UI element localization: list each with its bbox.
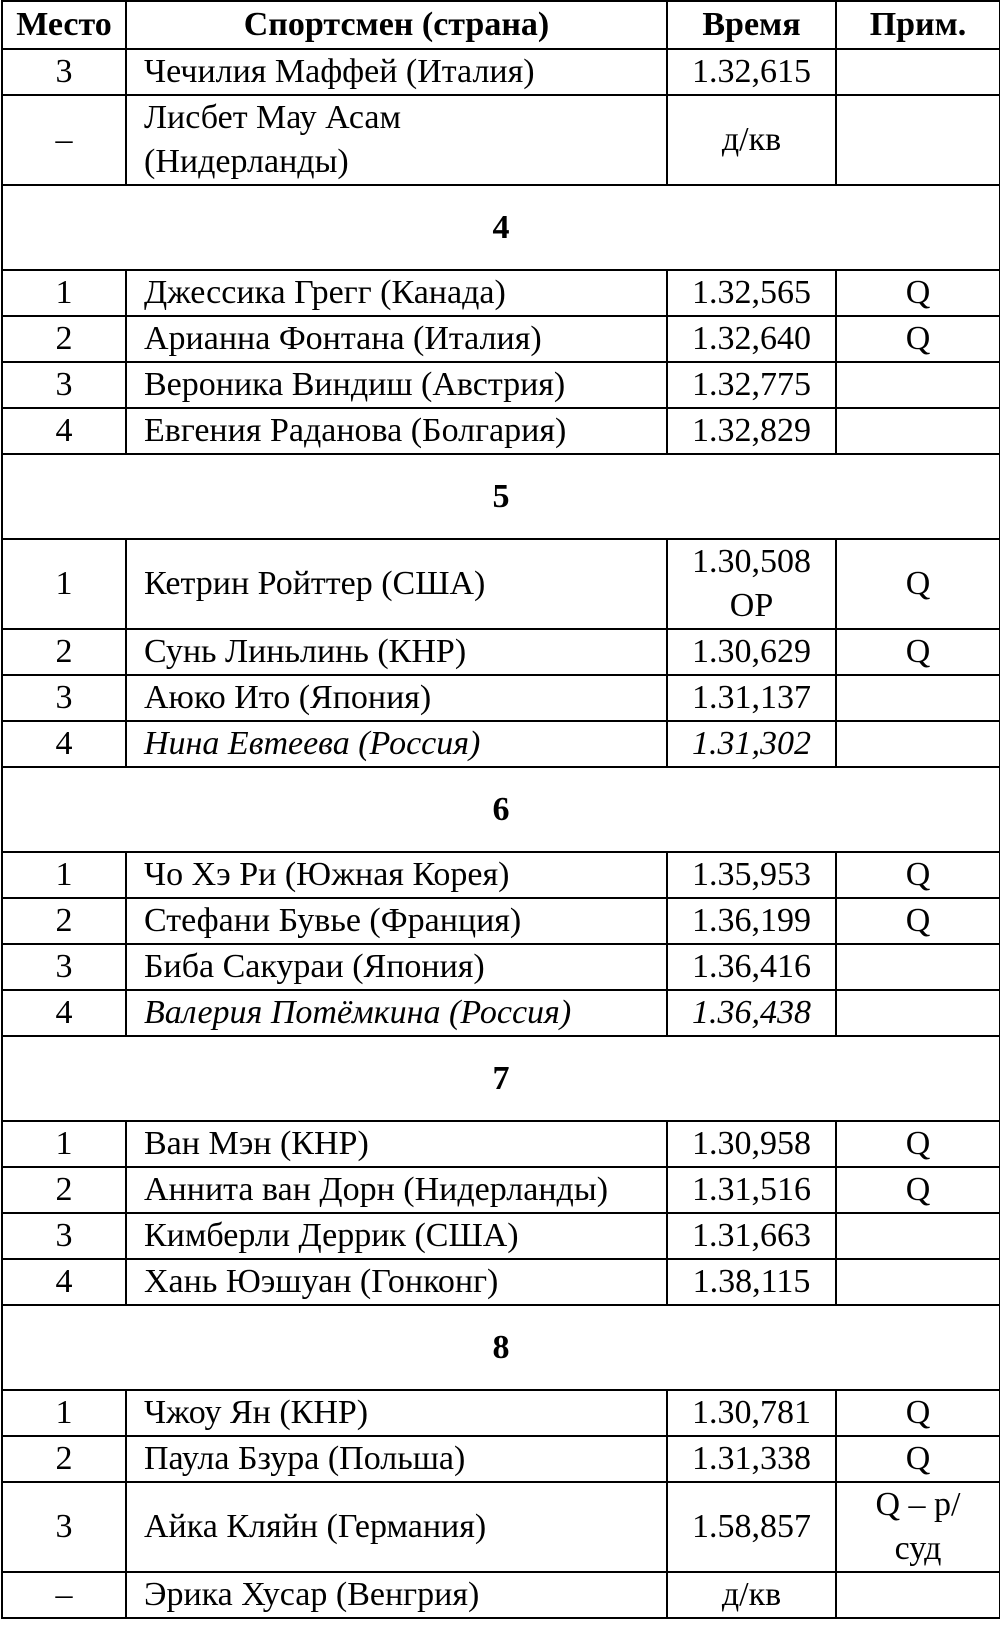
note-cell <box>836 1213 1000 1259</box>
table-row <box>2 49 1000 95</box>
note-cell: Q <box>836 1390 1000 1436</box>
table-row <box>2 1482 1000 1572</box>
place-cell: 3 <box>2 362 126 408</box>
athlete-cell: Паула Бзура (Польша) <box>126 1436 667 1482</box>
note-cell: Q <box>836 1167 1000 1213</box>
note-cell: Q <box>836 316 1000 362</box>
place-cell: 3 <box>2 1213 126 1259</box>
time-cell: 1.32,829 <box>667 408 836 454</box>
table-row <box>2 944 1000 990</box>
time-cell: 1.36,438 <box>667 990 836 1036</box>
table-row <box>2 1436 1000 1482</box>
time-cell: 1.36,199 <box>667 898 836 944</box>
note-cell <box>836 1259 1000 1305</box>
time-cell: 1.31,338 <box>667 1436 836 1482</box>
header-place: Место <box>2 1 126 49</box>
athlete-cell: Аюко Ито (Япония) <box>126 675 667 721</box>
place-cell: 1 <box>2 1121 126 1167</box>
time-cell: д/кв <box>667 95 836 185</box>
time-cell: 1.35,953 <box>667 852 836 898</box>
heat-label: 8 <box>2 1305 1000 1390</box>
heat-header <box>2 1036 1000 1121</box>
note-cell <box>836 362 1000 408</box>
time-cell: 1.30,508 ОР <box>667 539 836 629</box>
table-row <box>2 1121 1000 1167</box>
place-cell: – <box>2 95 126 185</box>
note-cell <box>836 49 1000 95</box>
time-cell: д/кв <box>667 1572 836 1618</box>
place-cell: 4 <box>2 721 126 767</box>
athlete-cell: Чжоу Ян (КНР) <box>126 1390 667 1436</box>
note-cell: Q <box>836 270 1000 316</box>
place-cell: 3 <box>2 1482 126 1572</box>
place-cell: 2 <box>2 629 126 675</box>
results-table <box>1 0 1000 1619</box>
table-row <box>2 270 1000 316</box>
table-row <box>2 1213 1000 1259</box>
heat-header <box>2 767 1000 852</box>
heat-label: 7 <box>2 1036 1000 1121</box>
athlete-cell: Евгения Раданова (Болгария) <box>126 408 667 454</box>
heat-label: 4 <box>2 185 1000 270</box>
athlete-cell: Айка Кляйн (Германия) <box>126 1482 667 1572</box>
place-cell: 2 <box>2 1167 126 1213</box>
header-time: Время <box>667 1 836 49</box>
note-cell <box>836 990 1000 1036</box>
note-cell <box>836 675 1000 721</box>
athlete-cell: Стефани Бувье (Франция) <box>126 898 667 944</box>
place-cell: 4 <box>2 990 126 1036</box>
table-row <box>2 539 1000 629</box>
time-cell: 1.32,775 <box>667 362 836 408</box>
athlete-cell: Ван Мэн (КНР) <box>126 1121 667 1167</box>
table-row <box>2 1572 1000 1618</box>
place-cell: 1 <box>2 539 126 629</box>
note-cell: Q <box>836 629 1000 675</box>
athlete-cell: Кимберли Деррик (США) <box>126 1213 667 1259</box>
place-cell: 2 <box>2 898 126 944</box>
athlete-cell: Арианна Фонтана (Италия) <box>126 316 667 362</box>
table-row <box>2 1390 1000 1436</box>
place-cell: 2 <box>2 1436 126 1482</box>
time-cell: 1.38,115 <box>667 1259 836 1305</box>
time-cell: 1.30,629 <box>667 629 836 675</box>
time-cell: 1.30,781 <box>667 1390 836 1436</box>
note-cell: Q – р/суд <box>836 1482 1000 1572</box>
header-note: Прим. <box>836 1 1000 49</box>
time-cell: 1.31,663 <box>667 1213 836 1259</box>
time-cell: 1.31,137 <box>667 675 836 721</box>
athlete-cell: Лисбет Мау Асам (Нидерланды) <box>126 95 667 185</box>
time-cell: 1.58,857 <box>667 1482 836 1572</box>
table-row <box>2 95 1000 185</box>
table-row <box>2 1167 1000 1213</box>
note-cell <box>836 1572 1000 1618</box>
note-cell: Q <box>836 852 1000 898</box>
place-cell: 1 <box>2 270 126 316</box>
time-cell: 1.32,640 <box>667 316 836 362</box>
note-cell <box>836 408 1000 454</box>
place-cell: 3 <box>2 49 126 95</box>
athlete-cell: Биба Сакураи (Япония) <box>126 944 667 990</box>
place-cell: 4 <box>2 1259 126 1305</box>
place-cell: 3 <box>2 675 126 721</box>
table-row <box>2 408 1000 454</box>
table-row <box>2 1259 1000 1305</box>
table-row <box>2 362 1000 408</box>
time-cell: 1.32,565 <box>667 270 836 316</box>
table-row <box>2 898 1000 944</box>
athlete-cell: Валерия Потёмкина (Россия) <box>126 990 667 1036</box>
note-cell: Q <box>836 1436 1000 1482</box>
place-cell: 1 <box>2 1390 126 1436</box>
table-row <box>2 675 1000 721</box>
time-cell: 1.36,416 <box>667 944 836 990</box>
header-athlete: Спортсмен (страна) <box>126 1 667 49</box>
note-cell <box>836 721 1000 767</box>
note-cell: Q <box>836 898 1000 944</box>
place-cell: 4 <box>2 408 126 454</box>
athlete-cell: Сунь Линьлинь (КНР) <box>126 629 667 675</box>
heat-header <box>2 454 1000 539</box>
heat-header <box>2 1305 1000 1390</box>
table-row <box>2 316 1000 362</box>
time-cell: 1.31,302 <box>667 721 836 767</box>
table-row <box>2 721 1000 767</box>
place-cell: 3 <box>2 944 126 990</box>
table-row <box>2 852 1000 898</box>
table-row <box>2 990 1000 1036</box>
athlete-cell: Вероника Виндиш (Австрия) <box>126 362 667 408</box>
time-cell: 1.31,516 <box>667 1167 836 1213</box>
athlete-cell: Хань Юэшуан (Гонконг) <box>126 1259 667 1305</box>
time-cell: 1.30,958 <box>667 1121 836 1167</box>
athlete-cell: Чо Хэ Ри (Южная Корея) <box>126 852 667 898</box>
note-cell <box>836 95 1000 185</box>
place-cell: 2 <box>2 316 126 362</box>
heat-label: 5 <box>2 454 1000 539</box>
header-row <box>2 1 1000 49</box>
place-cell: – <box>2 1572 126 1618</box>
athlete-cell: Чечилия Маффей (Италия) <box>126 49 667 95</box>
note-cell: Q <box>836 539 1000 629</box>
place-cell: 1 <box>2 852 126 898</box>
heat-header <box>2 185 1000 270</box>
athlete-cell: Эрика Хусар (Венгрия) <box>126 1572 667 1618</box>
note-cell <box>836 944 1000 990</box>
athlete-cell: Кетрин Ройттер (США) <box>126 539 667 629</box>
note-cell: Q <box>836 1121 1000 1167</box>
time-cell: 1.32,615 <box>667 49 836 95</box>
athlete-cell: Аннита ван Дорн (Нидерланды) <box>126 1167 667 1213</box>
athlete-cell: Нина Евтеева (Россия) <box>126 721 667 767</box>
table-row <box>2 629 1000 675</box>
heat-label: 6 <box>2 767 1000 852</box>
athlete-cell: Джессика Грегг (Канада) <box>126 270 667 316</box>
